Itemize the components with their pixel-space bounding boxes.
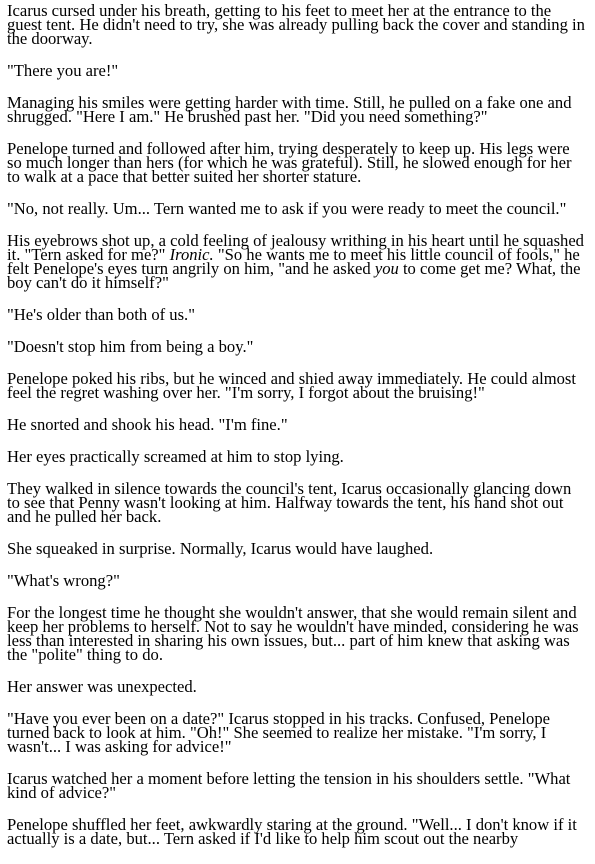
paragraph xyxy=(7,709,587,756)
paragraph xyxy=(7,677,587,696)
text-run: "Doesn't stop him from being a boy." xyxy=(7,337,254,356)
paragraph xyxy=(7,139,587,186)
text-run: Her answer was unexpected. xyxy=(7,677,197,696)
paragraph xyxy=(7,337,587,356)
paragraph xyxy=(7,369,587,402)
text-run: Penelope poked his ribs, but he winced and shied away immediately. He could almost feel the regret washing over her. "I'm sorry, I forgot about the bruising!" xyxy=(7,369,576,402)
text-run: He snorted and shook his head. "I'm fine." xyxy=(7,415,288,434)
paragraph xyxy=(7,93,587,126)
text-run: "What's wrong?" xyxy=(7,571,120,590)
text-run: Her eyes practically screamed at him to stop lying. xyxy=(7,447,344,466)
paragraph xyxy=(7,199,587,218)
document-page xyxy=(7,1,587,864)
paragraph xyxy=(7,447,587,466)
text-run: Icarus watched her a moment before letting the tension in his shoulders settle. "What kind of advice?" xyxy=(7,769,571,802)
paragraph xyxy=(7,1,587,48)
text-run: Penelope shuffled her feet, awkwardly staring at the ground. "Well... I don't know if it actually is a date, but... Tern asked if I'd like to help him scout out the nearby xyxy=(7,815,577,848)
text-run: Penelope turned and followed after him, trying desperately to keep up. His legs were so much longer than hers (for which he was grateful). Still, he slowed enough for her to walk at a pace that better suited her shorter stature. xyxy=(7,139,572,186)
paragraph xyxy=(7,603,587,664)
text-run: For the longest time he thought she wouldn't answer, that she would remain silent and keep her problems to herself. Not to say he wouldn't have minded, considering he was less than interested in sharing his own issues, but... part of him knew that asking was the "polite" thing to do. xyxy=(7,603,579,664)
paragraph xyxy=(7,305,587,324)
text-run: "There you are!" xyxy=(7,61,119,80)
paragraph xyxy=(7,769,587,802)
paragraph xyxy=(7,539,587,558)
text-run: "He's older than both of us." xyxy=(7,305,195,324)
paragraph xyxy=(7,571,587,590)
italic-text: Ironic. xyxy=(169,245,214,264)
text-run: Icarus cursed under his breath, getting to his feet to meet her at the entrance to the guest tent. He didn't need to try, she was already pulling back the cover and standing in the doorway. xyxy=(7,1,585,48)
text-run: She squeaked in surprise. Normally, Icarus would have laughed. xyxy=(7,539,434,558)
text-run: "So he wants me to meet his little council of fools," he felt Penelope's eyes turn angrily on him, "and he asked xyxy=(7,245,580,278)
text-run: Managing his smiles were getting harder with time. Still, he pulled on a fake one and shrugged. "Here I am." He brushed past her. "Did you need something?" xyxy=(7,93,572,126)
text-run: "Have you ever been on a date?" Icarus stopped in his tracks. Confused, Penelope turned back to look at him. "Oh!" She seemed to realize her mistake. "I'm sorry, I wasn't... I was asking for advice!" xyxy=(7,709,550,756)
text-run: "No, not really. Um... Tern wanted me to ask if you were ready to meet the council." xyxy=(7,199,567,218)
paragraph xyxy=(7,415,587,434)
italic-text: you xyxy=(374,259,399,278)
text-run: to come get me? What, the boy can't do it himself?" xyxy=(7,259,581,292)
text-run: They walked in silence towards the council's tent, Icarus occasionally glancing down to see that Penny wasn't looking at him. Halfway towards the tent, his hand shot out and he pulled her back. xyxy=(7,479,572,526)
text-run: His eyebrows shot up, a cold feeling of jealousy writhing in his heart until he squashed it. "Tern asked for me?" xyxy=(7,231,584,264)
paragraph xyxy=(7,479,587,526)
paragraph xyxy=(7,231,587,292)
paragraph xyxy=(7,61,587,80)
